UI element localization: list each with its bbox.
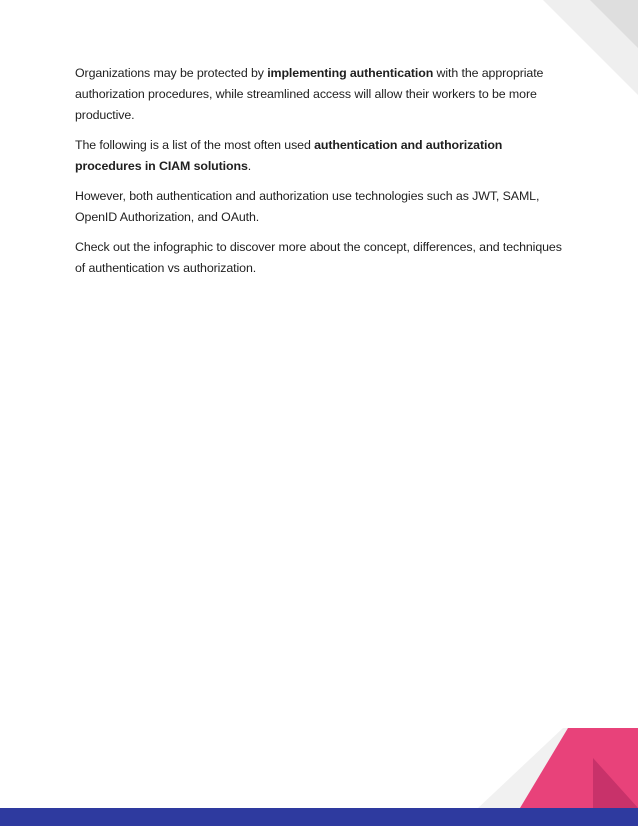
paragraph-1-part-1: Organizations may be protected by	[75, 66, 268, 80]
paragraph-1-bold-implementing-authentication: implementing authentication	[267, 66, 434, 80]
paragraph-4-text: Check out the infographic to discover more about the concept, differences, and techniques of authentication vs authorization.	[75, 240, 562, 275]
corner-decoration-bottom	[438, 728, 638, 808]
paragraph-2-part-3: .	[247, 159, 252, 173]
paragraph-3-text: However, both authentication and authorization use technologies such as JWT, SAML, OpenID Authorization, and OAuth.	[75, 189, 540, 224]
paragraph-1	[75, 63, 565, 126]
footer-bar	[0, 808, 638, 826]
paragraph-2-part-1: The following is a list of the most often used	[75, 138, 315, 152]
paragraph-2	[75, 135, 565, 177]
paragraph-4	[75, 237, 565, 279]
paragraph-3	[75, 186, 565, 228]
paragraph-1-part-3: with the appropriate authorization procedures, while streamlined access will allow their workers to be more productive.	[75, 66, 544, 122]
paragraph-2-bold-procedures: authentication and authorization procedures in CIAM solutions	[75, 138, 503, 173]
body-text	[75, 63, 565, 288]
